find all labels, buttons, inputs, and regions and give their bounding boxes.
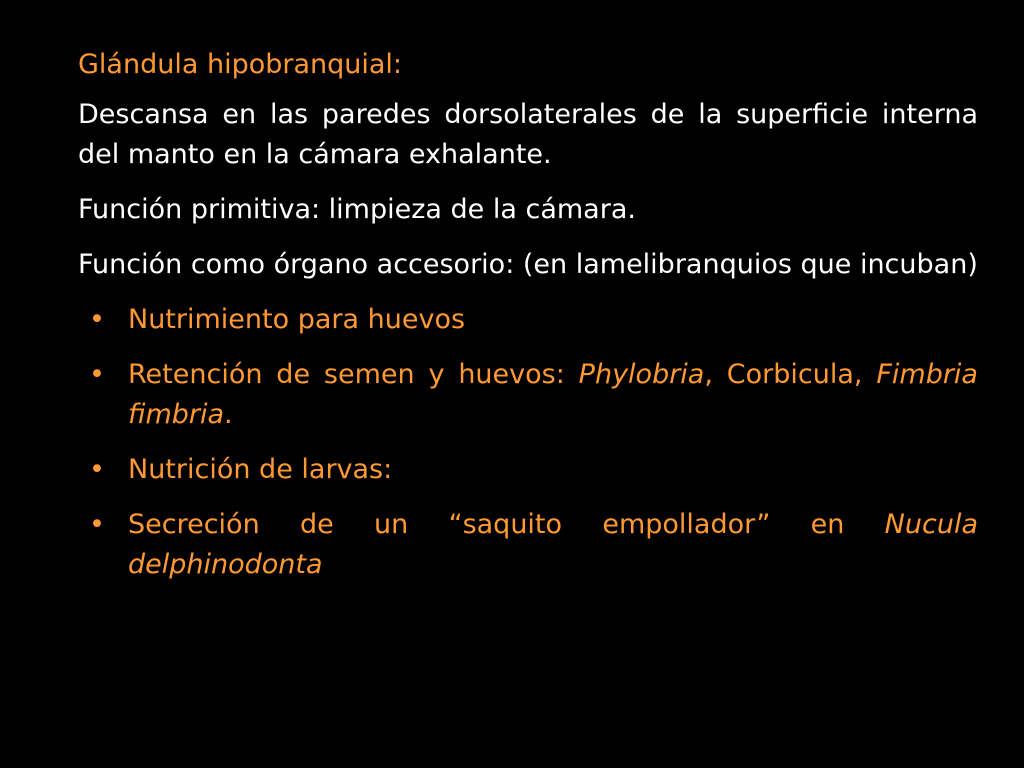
bullet-text-lead: Retención de semen y huevos: (128, 359, 579, 390)
bullet-text-tail: . (224, 399, 233, 430)
bullet-text: Nutrimiento para huevos (128, 304, 466, 335)
bullet-text-lead: Secreción de un “saquito empollador” en (128, 509, 885, 540)
paragraph-primitive-function: Función primitiva: limpieza de la cámara. (78, 194, 636, 225)
bullet-item-secrecion (78, 505, 978, 585)
bullet-dot-icon: • (89, 359, 105, 390)
bullet-list (78, 300, 978, 585)
species-name-phylobria: Phylobria (578, 359, 705, 390)
bullet-dot-icon: • (89, 454, 105, 485)
paragraph-accessory-function: Función como órgano accesorio: (en lamelibranquios que incuban) (78, 249, 978, 280)
bullet-text-mid: , Corbicula, (704, 359, 877, 390)
species-name-fimbria: Fimbria fimbria (128, 359, 978, 430)
bullet-text: Nutrición de larvas: (128, 454, 393, 485)
bullet-item-retencion (78, 355, 978, 435)
slide-content (78, 44, 978, 600)
bullet-item-nutrimiento (78, 300, 978, 340)
bullet-dot-icon: • (89, 509, 105, 540)
slide-heading: Glándula hipobranquial: (78, 49, 403, 80)
bullet-item-nutricion-larvas (78, 450, 978, 490)
species-name-nucula: Nucula delphinodonta (128, 509, 978, 580)
bullet-dot-icon: • (89, 304, 105, 335)
paragraph-location: Descansa en las paredes dorsolaterales de la superficie interna del manto en la cámara exhalante. (78, 99, 978, 170)
